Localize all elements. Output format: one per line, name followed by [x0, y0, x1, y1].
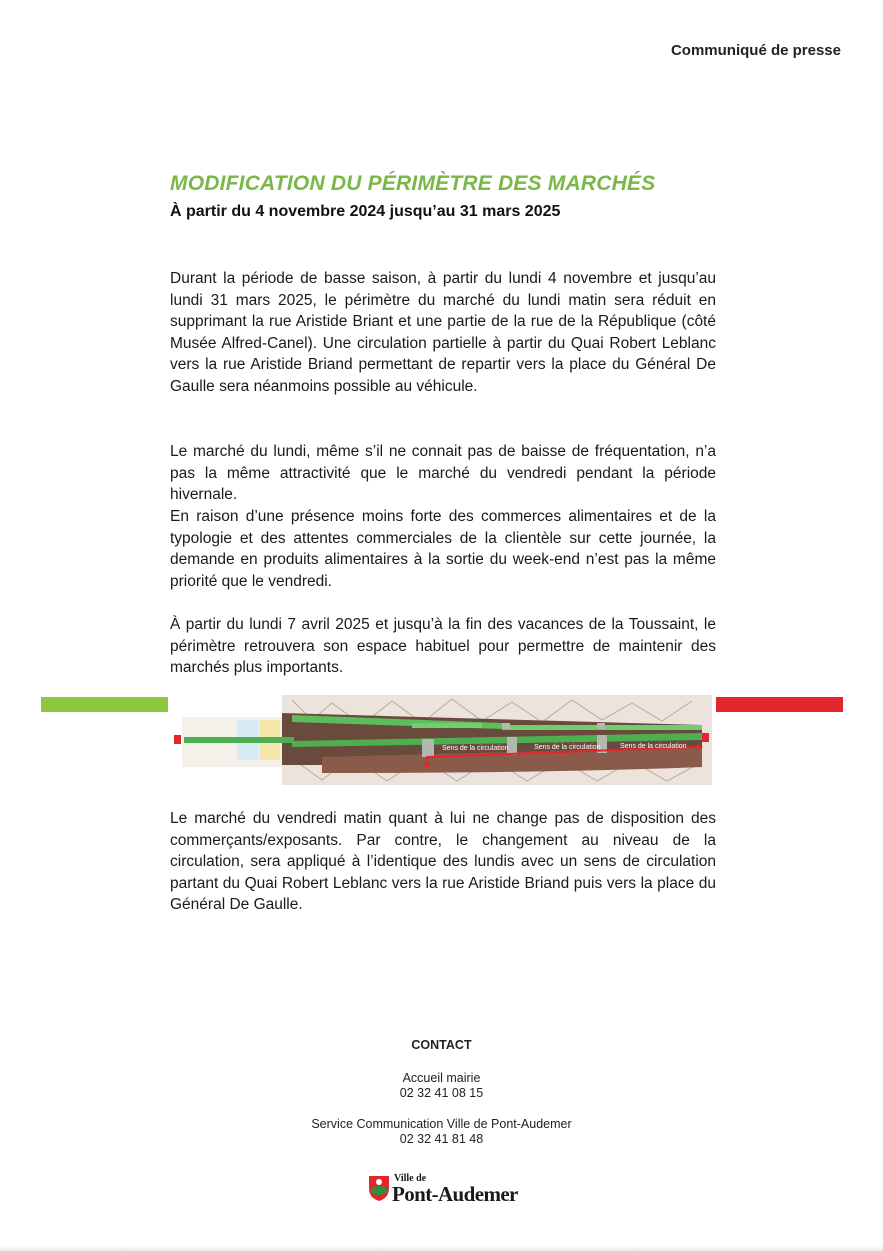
red-accent-bar	[716, 697, 843, 712]
logo-big-text: Pont-Audemer	[392, 1182, 518, 1206]
paragraph-low-season: Durant la période de basse saison, à partir du lundi 4 novembre et jusqu’au lundi 31 mars 2025, le périmètre du marché du lundi matin sera réduit en supprimant la rue Aristide Briant et une partie de la rue de la République (côté Musée Alfred-Canel). Une circulation partielle à partir du Quai Robert Leblanc vers la rue Aristide Briand permettant de repartir vers la place du Général De Gaulle sera néanmoins possible au véhicule.	[170, 270, 716, 395]
map-label-circulation-1: Sens de la circulation	[442, 745, 509, 752]
contact-title: CONTACT	[411, 1038, 472, 1052]
page-title: MODIFICATION DU PÉRIMÈTRE DES MARCHÉS	[170, 172, 656, 195]
map-label-circulation-3: Sens de la circulation	[620, 743, 687, 750]
article-header	[170, 173, 716, 221]
paragraph-monday-market: Le marché du lundi, même s’il ne connait pas de baisse de fréquentation, n’a pas la même attractivité que le marché du vendredi pendant la période hivernale.	[170, 443, 716, 504]
paragraph-food-demand: En raison d’une présence moins forte des commerces alimentaires et de la typologie et des attentes commerciales de la clientèle sur cette journée, la demande en produits alimentaires à la sortie du week-end n’est pas la même priorité que le vendredi.	[170, 508, 716, 590]
paragraph-friday-market: Le marché du vendredi matin quant à lui ne change pas de disposition des commerçants/exposants. Par contre, le changement au niveau de la circulation, sera appliqué à l’identique des lundis avec un sens de circulation partant du Quai Robert Leblanc vers la rue Aristide Briand puis vers la place du Général De Gaulle.	[170, 810, 716, 914]
pont-audemer-logo	[367, 1173, 527, 1209]
logo-small-text: Ville de	[394, 1173, 427, 1184]
contact-block	[0, 1038, 883, 1147]
communication-label: Service Communication Ville de Pont-Audemer	[311, 1117, 572, 1131]
date-range-subtitle: À partir du 4 novembre 2024 jusqu’au 31 mars 2025	[170, 203, 561, 220]
city-crest-icon	[367, 1174, 391, 1202]
press-release-label: Communiqué de presse	[670, 42, 841, 59]
reception-label: Accueil mairie	[402, 1071, 481, 1085]
reception-phone[interactable]: 02 32 41 08 15	[399, 1086, 484, 1100]
map-label-circulation-2: Sens de la circulation	[534, 744, 601, 751]
market-perimeter-map	[172, 695, 712, 785]
page-edge	[0, 1245, 883, 1251]
paragraph-april-return: À partir du lundi 7 avril 2025 et jusqu’à la fin des vacances de la Toussaint, le périmètre retrouvera son espace habituel pour permettre de maintenir des marchés plus importants.	[170, 616, 716, 677]
communication-phone[interactable]: 02 32 41 81 48	[399, 1132, 484, 1146]
green-accent-bar	[41, 697, 168, 712]
